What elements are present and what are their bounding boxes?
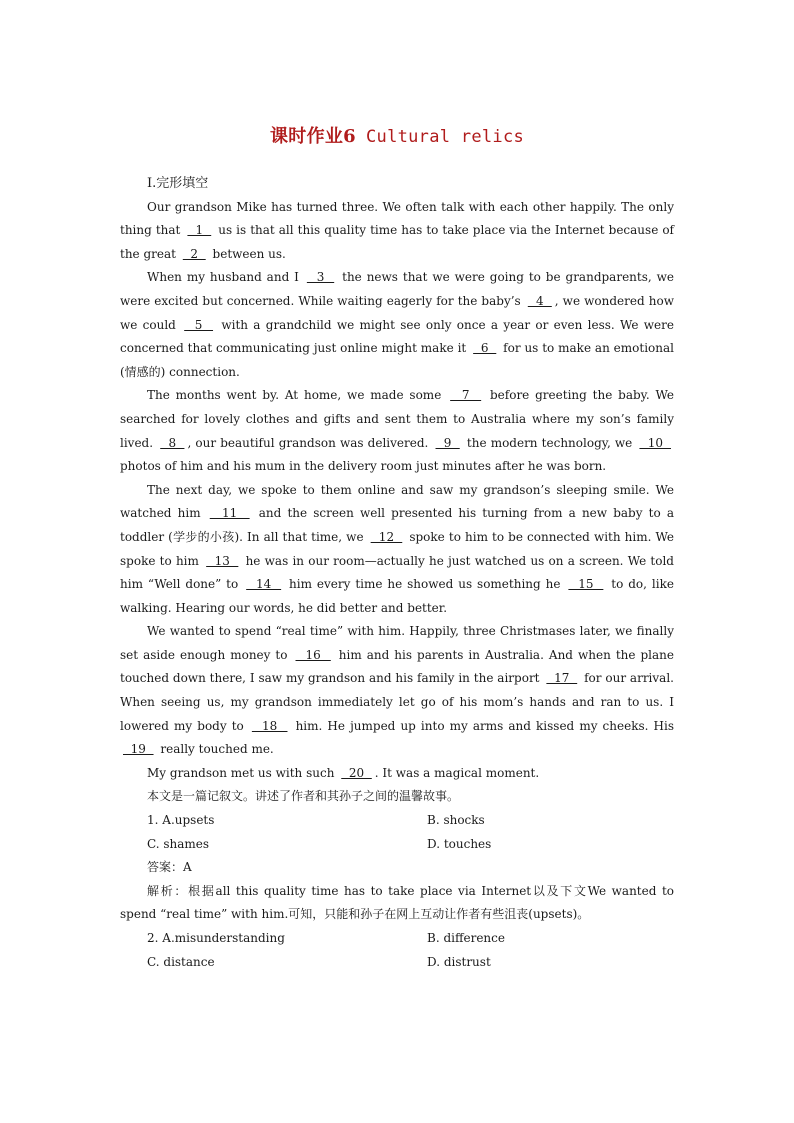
passage-text: to do, like walking. Hearing our words, he did better and better. — [120, 577, 674, 615]
passage-text: before greeting the baby. We searched for lovely clothes and gifts and sent them to Australia where my son’s family lived. — [120, 388, 674, 450]
question-1-option-d: D. touches — [427, 836, 492, 851]
passage-text: the modern technology, we — [466, 435, 633, 450]
question-1-option-c: C. shames — [147, 836, 210, 851]
blank-19: 19 — [123, 742, 154, 757]
passage-text: . It was a magical moment. — [374, 765, 540, 780]
blank-2: 2 — [182, 246, 206, 261]
passage-text: My grandson met us with such — [147, 765, 335, 780]
summary-text: 本文是一篇记叙文。讲述了作者和其孙子之间的温馨故事。 — [147, 789, 460, 804]
question-1-options-row-2 — [120, 833, 674, 857]
blank-12: 12 — [370, 529, 403, 544]
passage-text: he was in our room—actually he just watched us on a screen. We told him “Well done” to — [120, 553, 674, 592]
passage-text: him. He jumped up into my arms and kissed my cheeks. His — [295, 718, 674, 733]
passage-text: with a grandchild we might see only once a year or even less. We were concerned that communicating just online might make it — [120, 317, 674, 356]
question-1-option-b: B. shocks — [427, 813, 485, 828]
blank-1: 1 — [187, 223, 212, 238]
passage-text: for our arrival. When seeing us, my grandson immediately let go of his mom’s hands and ran to us. I lowered my body to — [120, 671, 674, 733]
title-en: Cultural relics — [366, 127, 525, 147]
passage-text: photos of him and his mum in the delivery room just minutes after he was born. — [120, 459, 607, 474]
blank-8: 8 — [160, 435, 185, 450]
passage-text: The months went by. At home, we made some — [147, 388, 442, 403]
title-cn: 课时作业6 — [269, 126, 356, 147]
blank-3: 3 — [306, 270, 335, 285]
blank-20: 20 — [341, 765, 372, 780]
blank-6: 6 — [473, 341, 497, 356]
blank-5: 5 — [184, 317, 214, 332]
blank-14: 14 — [246, 577, 282, 592]
passage-text: Our grandson Mike has turned three. We often talk with each other happily. The only thing that — [120, 199, 674, 238]
question-2-options-row-2 — [120, 951, 674, 975]
page-title — [0, 122, 794, 148]
passage-text: really touched me. — [160, 742, 274, 757]
passage-text: him every time he showed us something he — [289, 577, 561, 592]
passage-text: the news that we were going to be grandparents, we were excited but concerned. While waiting eagerly for the baby’s — [120, 270, 674, 308]
blank-13: 13 — [206, 553, 239, 568]
passage-text: The next day, we spoke to them online and saw my grandson’s sleeping smile. We watched him — [120, 482, 674, 521]
blank-9: 9 — [435, 435, 460, 450]
question-1-options-row-1 — [120, 809, 674, 833]
passage-paragraph-2 — [120, 266, 674, 384]
passage-paragraph-3 — [120, 384, 674, 478]
question-1-answer: 答案：A — [147, 860, 192, 875]
passage-paragraph-6 — [120, 762, 674, 786]
blank-15: 15 — [568, 577, 604, 592]
question-1-explanation: 解析：根据all this quality time has to take place via Internet以及下文We wanted to spend “real time” with him.可知，只能和孙子在网上互动让作者有些沮丧(upsets)。 — [120, 883, 674, 922]
passage-text: for us to make an emotional (情感的) connection. — [120, 341, 674, 379]
question-2-option-a: 2. A.misunderstanding — [147, 931, 285, 945]
passage-text: between us. — [212, 246, 286, 261]
passage-paragraph-4 — [120, 479, 674, 621]
question-2-option-d: D. distrust — [427, 954, 491, 969]
passage-paragraph-1 — [120, 196, 674, 267]
passage-text: him and his parents in Australia. And when the plane touched down there, I saw my grandson and his family in the airport — [120, 647, 674, 686]
blank-7: 7 — [450, 388, 482, 403]
question-2-options-row-1 — [120, 927, 674, 951]
document-body — [120, 172, 674, 974]
passage-text: , our beautiful grandson was delivered. — [187, 435, 429, 450]
question-1-option-a: 1. A.upsets — [147, 813, 215, 828]
section-heading: Ⅰ.完形填空 — [147, 176, 209, 191]
passage-text: When my husband and I — [147, 270, 299, 285]
passage-paragraph-5 — [120, 620, 674, 762]
blank-11: 11 — [209, 506, 250, 521]
passage-text: us is that all this quality time has to take place via the Internet because of the great — [120, 223, 675, 261]
question-2-option-b: B. difference — [427, 931, 505, 945]
blank-18: 18 — [251, 718, 288, 733]
blank-16: 16 — [295, 647, 331, 662]
passage-text: spoke to him to be connected with him. We spoke to him — [120, 529, 674, 568]
blank-4: 4 — [527, 293, 552, 308]
passage-text: We wanted to spend “real time” with him. Happily, three Christmases later, we finally set aside enough money to — [120, 624, 674, 662]
blank-10: 10 — [639, 435, 671, 450]
passage-text: , we wondered how we could — [120, 293, 674, 332]
blank-17: 17 — [546, 671, 578, 686]
passage-text: and the screen well presented his turning from a new baby to a toddler (学步的小孩). In all that time, we — [120, 506, 674, 544]
question-2-option-c: C. distance — [147, 954, 215, 969]
